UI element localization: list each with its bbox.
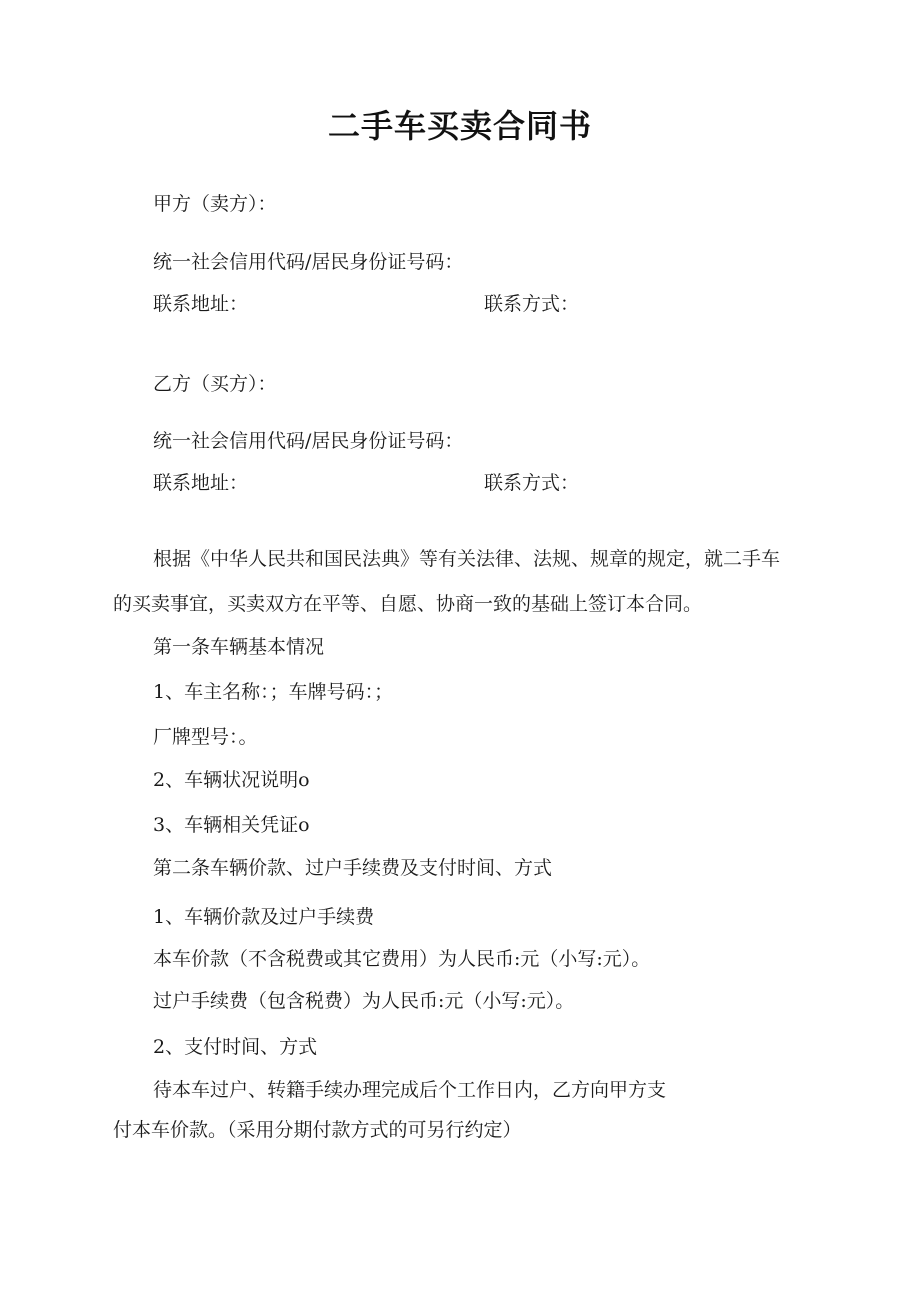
party-a-heading: 甲方（卖方）：: [153, 193, 277, 215]
article-2-price-line: 本车价款（不含税费或其它费用）为人民币:元（小写:元）。: [153, 948, 651, 970]
article-1-item-3: 3、车辆相关凭证o: [153, 814, 310, 836]
article-2-item-1: 1、车辆价款及过户手续费: [153, 906, 375, 928]
party-a-id-label: 统一社会信用代码/居民身份证号码：: [153, 251, 464, 273]
article-1-item-1: 1、车主名称：；车牌号码：；: [153, 681, 394, 703]
preamble-line-1: 根据《中华人民共和国民法典》等有关法律、法规、规章的规定，就二手车: [153, 548, 781, 570]
party-a-contact-label: 联系方式：: [484, 293, 580, 315]
article-1-heading: 第一条车辆基本情况: [153, 636, 325, 658]
article-1-item-1b: 厂牌型号：。: [153, 726, 258, 748]
party-b-address-label: 联系地址：: [153, 472, 249, 494]
article-2-payment-line-1: 待本车过户、转籍手续办理完成后个工作日内，乙方向甲方支: [153, 1079, 667, 1101]
article-2-payment-line-2: 付本车价款。（采用分期付款方式的可另行约定）: [113, 1119, 522, 1141]
article-2-item-2: 2、支付时间、方式: [153, 1036, 318, 1058]
document-title: 二手车买卖合同书: [327, 107, 592, 145]
party-a-address-label: 联系地址：: [153, 293, 249, 315]
party-b-id-label: 统一社会信用代码/居民身份证号码：: [153, 430, 464, 452]
preamble-line-2: 的买卖事宜，买卖双方在平等、自愿、协商一致的基础上签订本合同。: [113, 593, 703, 615]
party-b-heading: 乙方（买方）：: [153, 373, 277, 395]
article-2-fee-line: 过户手续费（包含税费）为人民币:元（小写:元）。: [153, 990, 575, 1012]
article-1-item-2: 2、车辆状况说明o: [153, 769, 310, 791]
article-2-heading: 第二条车辆价款、过户手续费及支付时间、方式: [153, 857, 553, 879]
party-b-contact-label: 联系方式：: [484, 472, 580, 494]
